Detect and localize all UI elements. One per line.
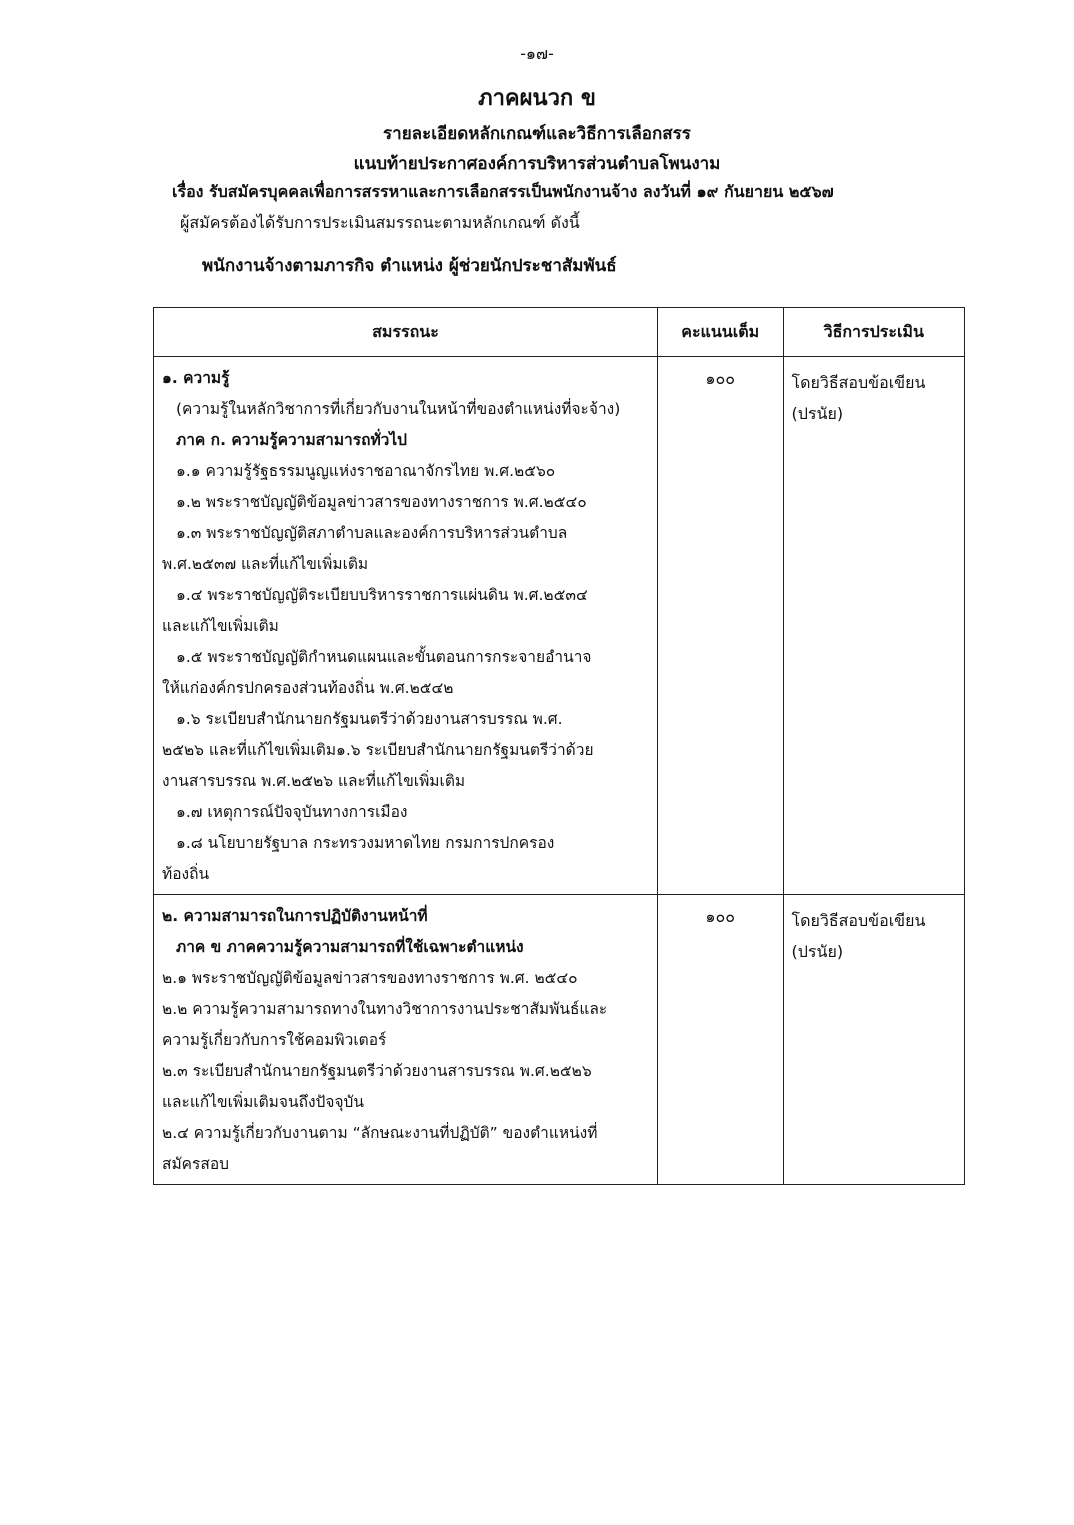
list-item: ๑.๒ พระราชบัญญัติข้อมูลข่าวสารของทางราชการ พ.ศ.๒๕๔๐ [176, 493, 587, 511]
list-item: ๒.๔ ความรู้เกี่ยวกับงานตาม “ลักษณะงานที่ปฏิบัติ” ของตำแหน่งที่ [162, 1124, 598, 1142]
list-item: ๑.๗ เหตุการณ์ปัจจุบันทางการเมือง [176, 803, 408, 821]
list-item-continued: สมัครสอบ [162, 1155, 229, 1173]
list-item-continued: ความรู้เกี่ยวกับการใช้คอมพิวเตอร์ [162, 1031, 387, 1049]
score-cell: ๑๐๐ [657, 357, 783, 895]
list-item: ๑.๑ ความรู้รัฐธรรมนูญแห่งราชอาณาจักรไทย พ.ศ.๒๕๖๐ [176, 462, 556, 480]
method-type: (ปรนัย) [791, 942, 844, 961]
page-number: -๑๗- [520, 44, 554, 63]
method-type: (ปรนัย) [791, 404, 844, 423]
criteria-heading: รายละเอียดหลักเกณฑ์และวิธีการเลือกสรร [383, 124, 691, 144]
table-row [154, 357, 965, 895]
column-header-score: คะแนนเต็ม [657, 308, 783, 357]
list-item-continued: งานสารบรรณ พ.ศ.๒๕๒๖ และที่แก้ไขเพิ่มเติม [162, 772, 466, 790]
list-item: ๒.๒ ความรู้ความสามารถทางในทางวิชาการงานประชาสัมพันธ์และ [162, 1000, 608, 1018]
section-title: ๑. ความรู้ [162, 369, 230, 387]
section-title: ๒. ความสามารถในการปฏิบัติงานหน้าที่ [162, 907, 428, 925]
table-row [154, 895, 965, 1185]
list-item: ๑.๘ นโยบายรัฐบาล กระทรวงมหาดไทย กรมการปกครอง [176, 834, 555, 852]
list-item-continued: ท้องถิ่น [162, 865, 210, 883]
method-text: โดยวิธีสอบข้อเขียน [791, 373, 926, 392]
competency-cell-knowledge [154, 357, 658, 895]
list-item-continued: ๒๕๒๖ และที่แก้ไขเพิ่มเติม๑.๖ ระเบียบสำนักนายกรัฐมนตรีว่าด้วย [162, 741, 594, 759]
score-cell: ๑๐๐ [657, 895, 783, 1185]
list-item-continued: พ.ศ.๒๕๓๗ และที่แก้ไขเพิ่มเติม [162, 555, 369, 573]
list-item-continued: ให้แก่องค์กรปกครองส่วนท้องถิ่น พ.ศ.๒๕๔๒ [162, 679, 454, 697]
method-cell [783, 357, 964, 895]
list-item: ๒.๑ พระราชบัญญัติข้อมูลข่าวสารของทางราชการ พ.ศ. ๒๕๔๐ [162, 969, 578, 987]
list-item: ๑.๔ พระราชบัญญัติระเบียบบริหารราชการแผ่นดิน พ.ศ.๒๕๓๔ [176, 586, 588, 604]
column-header-competency: สมรรถนะ [154, 308, 658, 357]
table-header-row [154, 308, 965, 357]
subject-line: เรื่อง รับสมัครบุคคลเพื่อการสรรหาและการเลือกสรรเป็นพนักงานจ้าง ลงวันที่ ๑๙ กันยายน ๒๕๖๗ [172, 182, 834, 201]
competency-table [153, 307, 965, 1185]
competency-cell-ability [154, 895, 658, 1185]
list-item-continued: และแก้ไขเพิ่มเติมจนถึงปัจจุบัน [162, 1093, 364, 1111]
list-item: ๑.๓ พระราชบัญญัติสภาตำบลและองค์การบริหารส่วนตำบล [176, 524, 568, 542]
list-item-continued: และแก้ไขเพิ่มเติม [162, 617, 279, 635]
announcement-heading: แนบท้ายประกาศองค์การบริหารส่วนตำบลโพนงาม [353, 154, 721, 174]
list-item: ๒.๓ ระเบียบสำนักนายกรัฐมนตรีว่าด้วยงานสารบรรณ พ.ศ.๒๕๒๖ [162, 1062, 592, 1080]
appendix-title: ภาคผนวก ข [478, 86, 596, 111]
part-title: ภาค ก. ความรู้ความสามารถทั่วไป [176, 431, 408, 449]
list-item: ๑.๕ พระราชบัญญัติกำหนดแผนและขั้นตอนการกระจายอำนาจ [176, 648, 592, 666]
section-description: (ความรู้ในหลักวิชาการที่เกี่ยวกับงานในหน้าที่ของตำแหน่งที่จะจ้าง) [176, 400, 621, 418]
method-cell [783, 895, 964, 1185]
part-title: ภาค ข ภาคความรู้ความสามารถที่ใช้เฉพาะตำแหน่ง [176, 938, 524, 956]
intro-line: ผู้สมัครต้องได้รับการประเมินสมรรถนะตามหลักเกณฑ์ ดังนี้ [180, 213, 580, 232]
method-text: โดยวิธีสอบข้อเขียน [791, 911, 926, 930]
position-line: พนักงานจ้างตามภารกิจ ตำแหน่ง ผู้ช่วยนักประชาสัมพันธ์ [202, 256, 617, 276]
column-header-method: วิธีการประเมิน [783, 308, 964, 357]
list-item: ๑.๖ ระเบียบสำนักนายกรัฐมนตรีว่าด้วยงานสารบรรณ พ.ศ. [176, 710, 563, 728]
